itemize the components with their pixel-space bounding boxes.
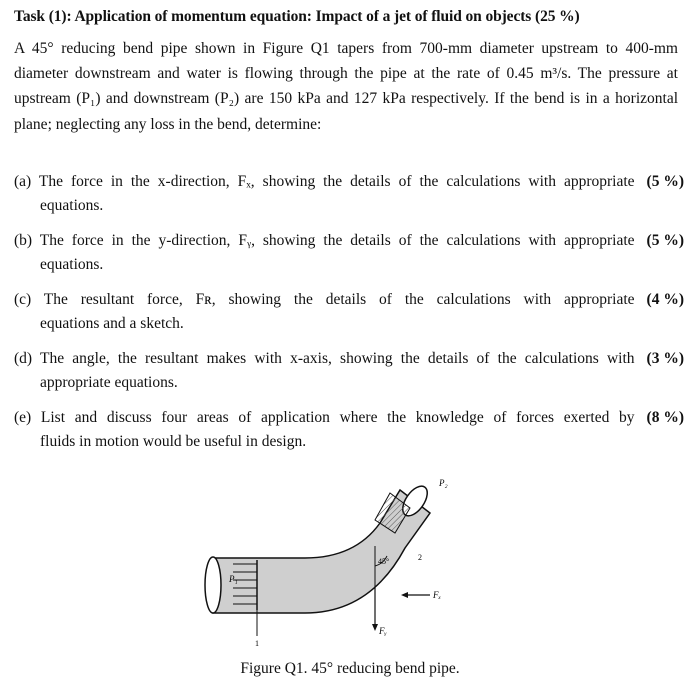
task-title: Task (1): Application of momentum equation: Impact of a jet of fluid on objects (25 %) (14, 8, 580, 25)
fy-arrowhead (372, 624, 378, 631)
question-a-cont: equations. (40, 197, 104, 214)
question-e-marks: (8 %) (646, 409, 684, 426)
label-angle: 45° (378, 557, 390, 566)
question-b-cont: equations. (40, 256, 104, 273)
label-section-2: 2 (418, 553, 422, 562)
question-e-cont: fluids in motion would be useful in design. (40, 433, 307, 450)
upstream-opening (205, 557, 221, 613)
question-c (14, 288, 684, 336)
label-p2: P₂ (439, 478, 448, 488)
figure-caption: Figure Q1. 45° reducing bend pipe. (240, 660, 460, 677)
question-d-stem: (d) The angle, the resultant makes with x-axis, showing the details of the calculations with (14, 350, 635, 367)
question-c-cont: equations and a sketch. (40, 315, 184, 332)
label-p1: P₁ (229, 574, 238, 584)
question-e-stem: (e) List and discuss four areas of application where the knowledge of forces exerted by (14, 409, 635, 426)
label-section-1: 1 (255, 639, 259, 648)
question-e (14, 406, 684, 454)
question-b (14, 229, 684, 277)
question-c-stem: (c) The resultant force, Fʀ, showing the details of the calculations with appropriate (14, 291, 635, 308)
question-a-marks: (5 %) (646, 173, 684, 190)
question-b-stem: (b) The force in the y-direction, Fᵧ, showing the details of the calculations with appropriate (14, 232, 635, 249)
question-d-marks: (3 %) (646, 350, 684, 367)
question-c-marks: (4 %) (646, 291, 684, 308)
problem-statement: A 45° reducing bend pipe shown in Figure Q1 tapers from 700-mm diameter upstream to 400-mm diameter downstream and water is flowing through the pipe at the rate of 0.45 m³/s. The pressure at upstream (P₁) and downstream (P₂) are 150 kPa and 127 kPa respectively. If the bend is in a horizontal plane; neglecting any loss in the bend, determine: (14, 40, 678, 133)
question-b-marks: (5 %) (646, 232, 684, 249)
question-a (14, 170, 684, 218)
label-fy: Fᵧ (379, 626, 387, 636)
label-fx: Fₓ (433, 590, 442, 600)
question-a-stem: (a) The force in the x-direction, Fₓ, showing the details of the calculations with appropriate (14, 173, 635, 190)
question-d (14, 347, 684, 395)
fx-arrowhead (401, 592, 408, 598)
bend-pipe-diagram (195, 478, 465, 648)
question-d-cont: appropriate equations. (40, 374, 178, 391)
